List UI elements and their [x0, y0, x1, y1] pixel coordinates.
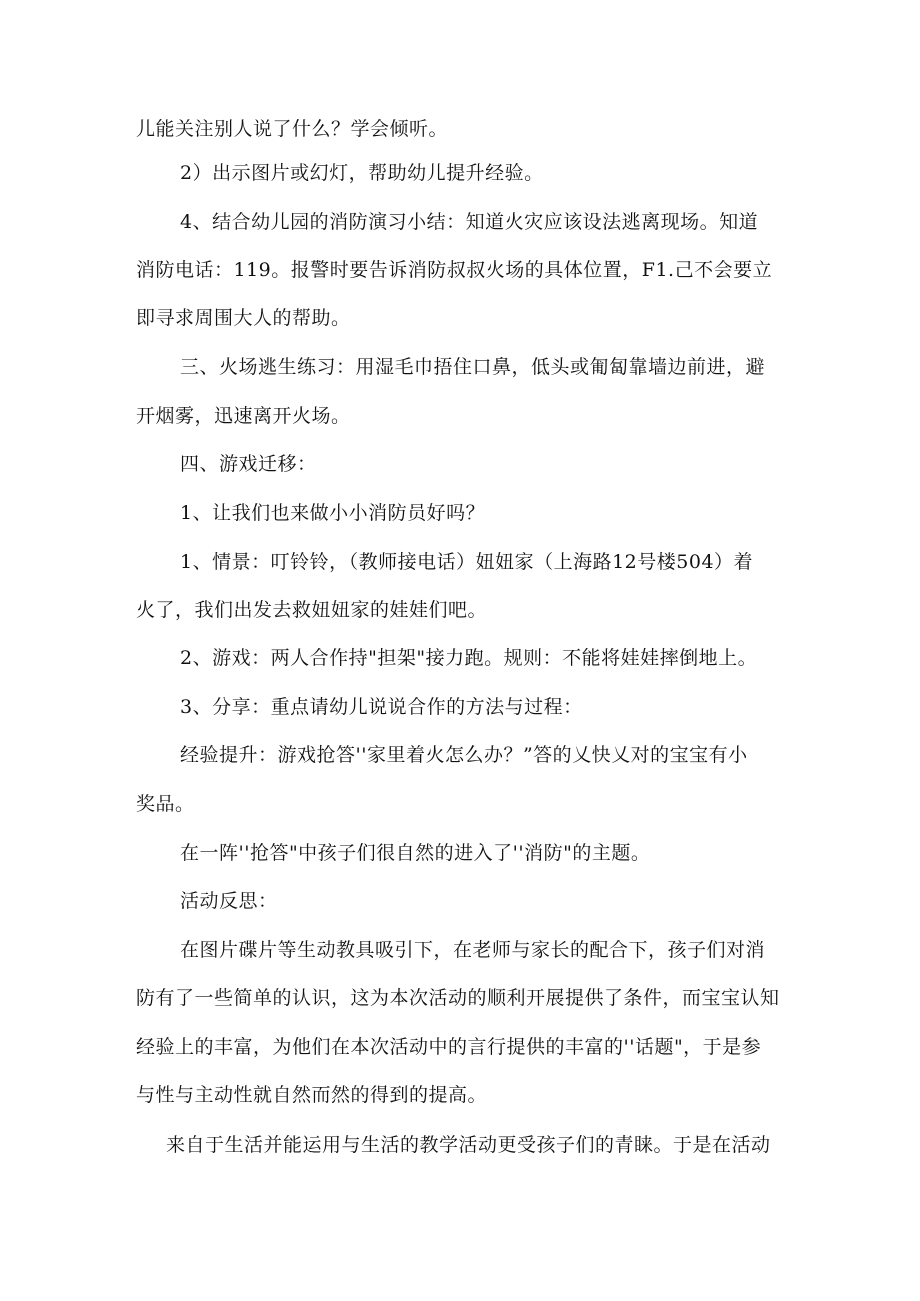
text-line: 2、游戏：两人合作持"担架"接力跑。规则：不能将娃娃摔倒地上。 [180, 647, 758, 669]
text-line: 经验上的丰富，为他们在本次活动中的言行提供的丰富的''话题"，于是参 [136, 1036, 762, 1058]
text-line: 奖品。 [136, 793, 195, 815]
text-line: 在一阵''抢答"中孩子们很自然的进入了''消防"的主题。 [180, 842, 651, 864]
text-line: 消防电话：119。报警时要告诉消防叔叔火场的具体位置，F1.己不会要立 [136, 259, 773, 281]
text-line: 开烟雾，迅速离开火场。 [136, 405, 351, 427]
text-line: 1、让我们也来做小小消防员好吗？ [180, 502, 486, 524]
text-line: 儿能关注别人说了什么？学会倾听。 [136, 118, 449, 140]
text-line: 四、游戏迁移： [180, 453, 317, 475]
text-line: 活动反思： [180, 890, 278, 912]
text-line: 防有了一些简单的认识，这为本次活动的顺利开展提供了条件，而宝宝认知 [136, 987, 780, 1009]
text-line: 三、火场逃生练习：用湿毛巾捂住口鼻，低头或匍匐靠墙边前进，避 [180, 356, 766, 378]
text-line: 3、分享：重点请幼儿说说合作的方法与过程： [180, 696, 583, 718]
text-line: 与性与主动性就自然而然的得到的提高。 [136, 1084, 488, 1106]
text-line: 即寻求周围大人的帮助。 [136, 307, 351, 329]
text-line: 经验提升：游戏抢答''家里着火怎么办？”答的乂快乂对的宝宝有小 [180, 744, 748, 766]
text-line: 1、情景：叮铃铃，（教师接电话）妞妞家（上海路12号楼504）着 [180, 551, 754, 573]
text-line: 2）出示图片或幻灯，帮助幼儿提升经验。 [180, 162, 544, 184]
text-line: 火了，我们出发去救妞妞家的娃娃们吧。 [136, 599, 488, 621]
text-line: 来自于生活并能运用与生活的教学活动更受孩子们的青睐。于是在活动 [166, 1134, 771, 1156]
text-line: 在图片碟片等生动教具吸引下，在老师与家长的配合下，孩子们对消 [180, 939, 766, 961]
text-line: 4、结合幼儿园的消防演习小结：知道火灾应该设法逃离现场。知道 [180, 211, 759, 233]
